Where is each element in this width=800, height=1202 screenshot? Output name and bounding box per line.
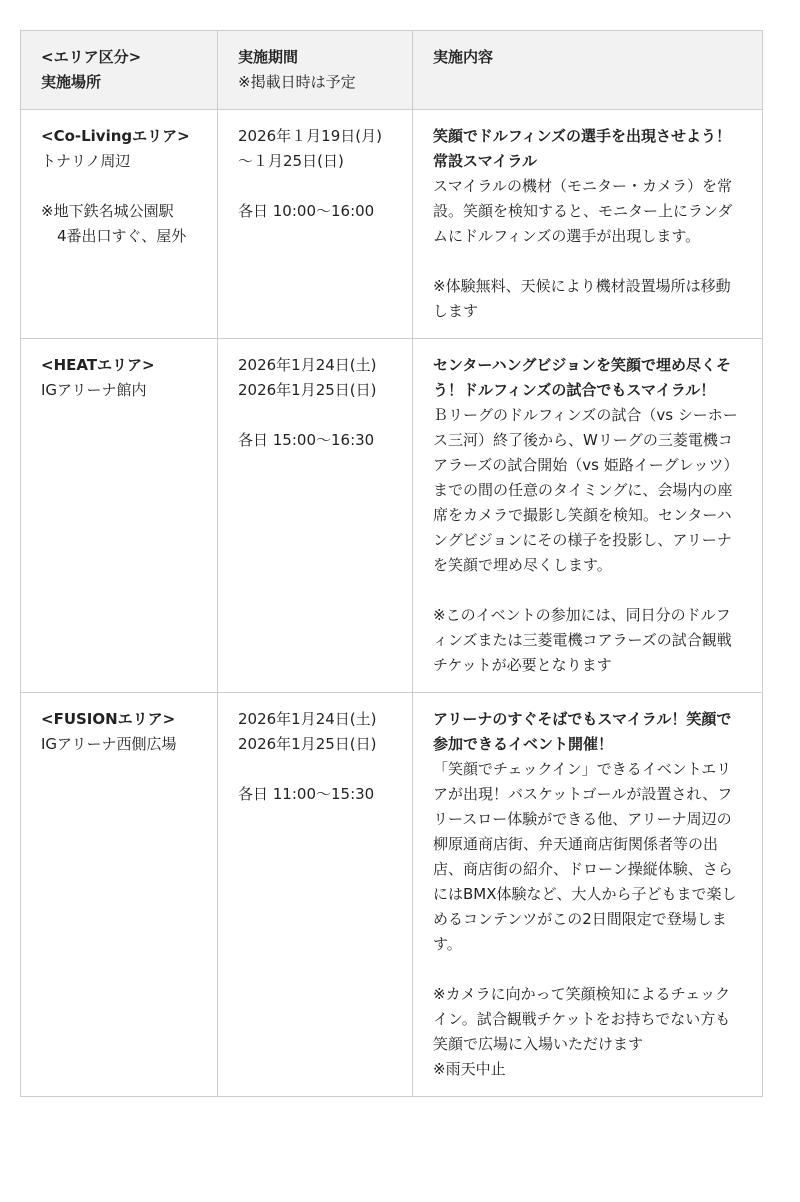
period-time: 各日 15:00～16:30 xyxy=(238,431,375,449)
access-note-detail: 4番出口すぐ、屋外 xyxy=(57,227,187,245)
content-title: センターハングビジョンを笑顔で埋め尽くそう！ドルフィンズの試合でもスマイラル！ xyxy=(433,356,732,399)
content-body: 「笑顔でチェックイン」できるイベントエリアが出現！バスケットゴールが設置され、フリースロー体験ができる他、アリーナ周辺の柳原通商店街、弁天通商店街関係者等の出店、商店街の紹介、ドローン操縦体験、さらにはBMX体験など、大人から子どもまで楽しめるコンテンツがこの2日間限定で登場します。 xyxy=(433,760,737,953)
table-row xyxy=(21,693,763,1097)
header-content xyxy=(413,31,763,110)
header-period-label: 実施期間 xyxy=(238,48,299,66)
period-start: 2026年1月24日(土) xyxy=(238,710,377,728)
header-area-label: <エリア区分> xyxy=(41,48,142,66)
content-body: スマイラルの機材（モニター・カメラ）を常設。笑顔を検知すると、モニター上にランダムにドルフィンズの選手が出現します。 xyxy=(433,177,733,245)
place-name: トナリノ周辺 xyxy=(41,152,131,170)
place-name: IGアリーナ西側広場 xyxy=(41,735,177,753)
area-name: <FUSIONエリア> xyxy=(41,710,176,728)
area-cell xyxy=(21,110,218,339)
area-name: <Co-Livingエリア> xyxy=(41,127,190,145)
area-cell xyxy=(21,693,218,1097)
header-place-label: 実施場所 xyxy=(41,73,102,91)
period-start: 2026年1月24日(土) xyxy=(238,356,377,374)
header-period-note: ※掲載日時は予定 xyxy=(238,73,356,91)
header-period xyxy=(218,31,413,110)
content-note: ※体験無料、天候により機材設置場所は移動します xyxy=(433,277,731,320)
content-note-rain: ※雨天中止 xyxy=(433,1060,506,1078)
period-time: 各日 10:00～16:00 xyxy=(238,202,375,220)
event-schedule-table xyxy=(20,30,763,1097)
period-cell xyxy=(218,339,413,693)
area-name: <HEATエリア> xyxy=(41,356,155,374)
table-row xyxy=(21,339,763,693)
period-end: ～１月25日(日) xyxy=(238,152,344,170)
content-title: 笑顔でドルフィンズの選手を出現させよう！常設スマイラル xyxy=(433,127,732,170)
period-cell xyxy=(218,693,413,1097)
content-cell xyxy=(413,339,763,693)
period-end: 2026年1月25日(日) xyxy=(238,381,377,399)
content-cell xyxy=(413,693,763,1097)
table-row xyxy=(21,110,763,339)
header-area-place xyxy=(21,31,218,110)
header-content-label: 実施内容 xyxy=(433,48,494,66)
content-note: ※カメラに向かって笑顔検知によるチェックイン。試合観戦チケットをお持ちでない方も笑顔で広場に入場いただけます xyxy=(433,985,731,1053)
period-end: 2026年1月25日(日) xyxy=(238,735,377,753)
period-start: 2026年１月19日(月) xyxy=(238,127,382,145)
content-cell xyxy=(413,110,763,339)
area-cell xyxy=(21,339,218,693)
period-time: 各日 11:00～15:30 xyxy=(238,785,375,803)
access-note: ※地下鉄名城公園駅 xyxy=(41,202,174,220)
table-header-row xyxy=(21,31,763,110)
content-note: ※このイベントの参加には、同日分のドルフィンズまたは三菱電機コアラーズの試合観戦チケットが必要となります xyxy=(433,606,732,674)
content-body: Ｂリーグのドルフィンズの試合（vs シーホース三河）終了後から、Wリーグの三菱電機コアラーズの試合開始（vs 姫路イーグレッツ）までの間の任意のタイミングに、会場内の座席をカメラで撮影し笑顔を検知。センターハングビジョンにその様子を投影し、アリーナを笑顔で埋め尽くします。 xyxy=(433,406,739,574)
period-cell xyxy=(218,110,413,339)
place-name: IGアリーナ館内 xyxy=(41,381,147,399)
content-title: アリーナのすぐそばでもスマイラル！笑顔で参加できるイベント開催！ xyxy=(433,710,732,753)
